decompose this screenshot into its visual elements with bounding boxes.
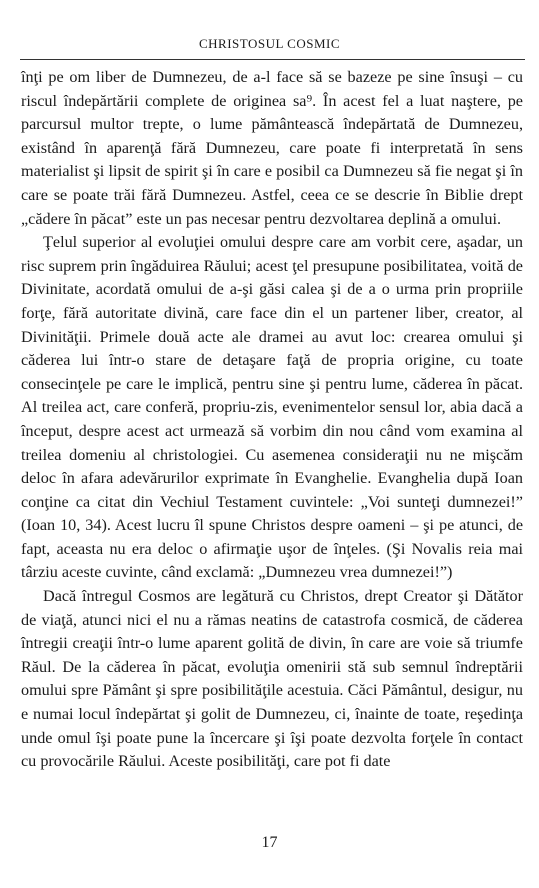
paragraph-2: Ţelul superior al evoluţiei omului despre care am vorbit cere, aşadar, un risc suprem prin îngăduirea Răului; acest ţel presupune posibilitatea, voită de Divinitate, acordată omului de a-şi găsi calea şi de a o urma prin propriile forţe, fără autoritate divină, care face din el un partener liber, creator, al Divinităţii. Primele două acte ale dramei au avut loc: crearea omului şi căderea lui într-o stare de detaşare faţă de propria origine, cu toate consecinţele pe care le implică, pentru sine şi pentru lume, căderea în păcat. Al treilea act, care conferă, propriu-zis, evenimentelor sensul lor, abia dacă a început, despre acest act urmează să vorbim din nou când vom examina al treilea domeniu al christologiei. Cu asemenea consideraţii nu ne mişcăm deloc în afara adevărurilor exprimate în Evanghelie. Evanghelia după Ioan conţine ca citat din Vechiul Testament cuvintele: „Voi sunteţi dumnezei!” (Ioan 10, 34). Acest lucru îl spune Christos despre oameni – şi pe atunci, de fapt, aceasta nu era deloc o afirmaţie uşor de înţeles. (Şi Novalis reia mai târziu aceste cuvinte, când exclamă: „Dumnezeu vrea dumnezei!”) (21, 233, 523, 582)
page-number: 17 (261, 834, 278, 851)
header-rule (20, 59, 525, 60)
paragraph-1: înţi pe om liber de Dumnezeu, de a-l face să se bazeze pe sine însuşi – cu riscul îndepărtării complete de originea sa⁹. În acest fel a luat naştere, pe parcursul multor trepte, o lume pământească îndepărtată de Dumnezeu, existând în aparenţă fără Dumnezeu, care poate fi interpretată în sens materialist şi lipsit de spirit şi în care e posibil ca Dumnezeu să fie negat şi în care se poate trăi fără Dumnezeu. Astfel, ceea ce se descrie în Biblie drept „cădere în păcat” este un pas necesar pentru dezvoltarea deplină a omului. (21, 68, 523, 228)
paragraph-3: Dacă întregul Cosmos are legătură cu Christos, drept Creator şi Dătător de viaţă, atunci nici el nu a rămas neatins de catastrofa cosmică, de căderea întregii creaţii într-o lume aparent golită de divin, în care are voie să triumfe Răul. De la căderea în păcat, evoluţia omenirii stă sub semnul îndreptării omului spre Pământ şi spre posibilităţile acestuia. Căci Pământul, desigur, nu e numai locul îndepărtat şi golit de Dumnezeu, ci, înainte de toate, reşedinţa unde omul îşi poate pune la încercare şi îşi poate dezvolta forţele în contact cu provocările Răului. Aceste posibilităţi, care pot fi date (21, 587, 523, 771)
running-header: CHRISTOSUL COSMIC (198, 36, 341, 51)
page-body (21, 66, 523, 774)
